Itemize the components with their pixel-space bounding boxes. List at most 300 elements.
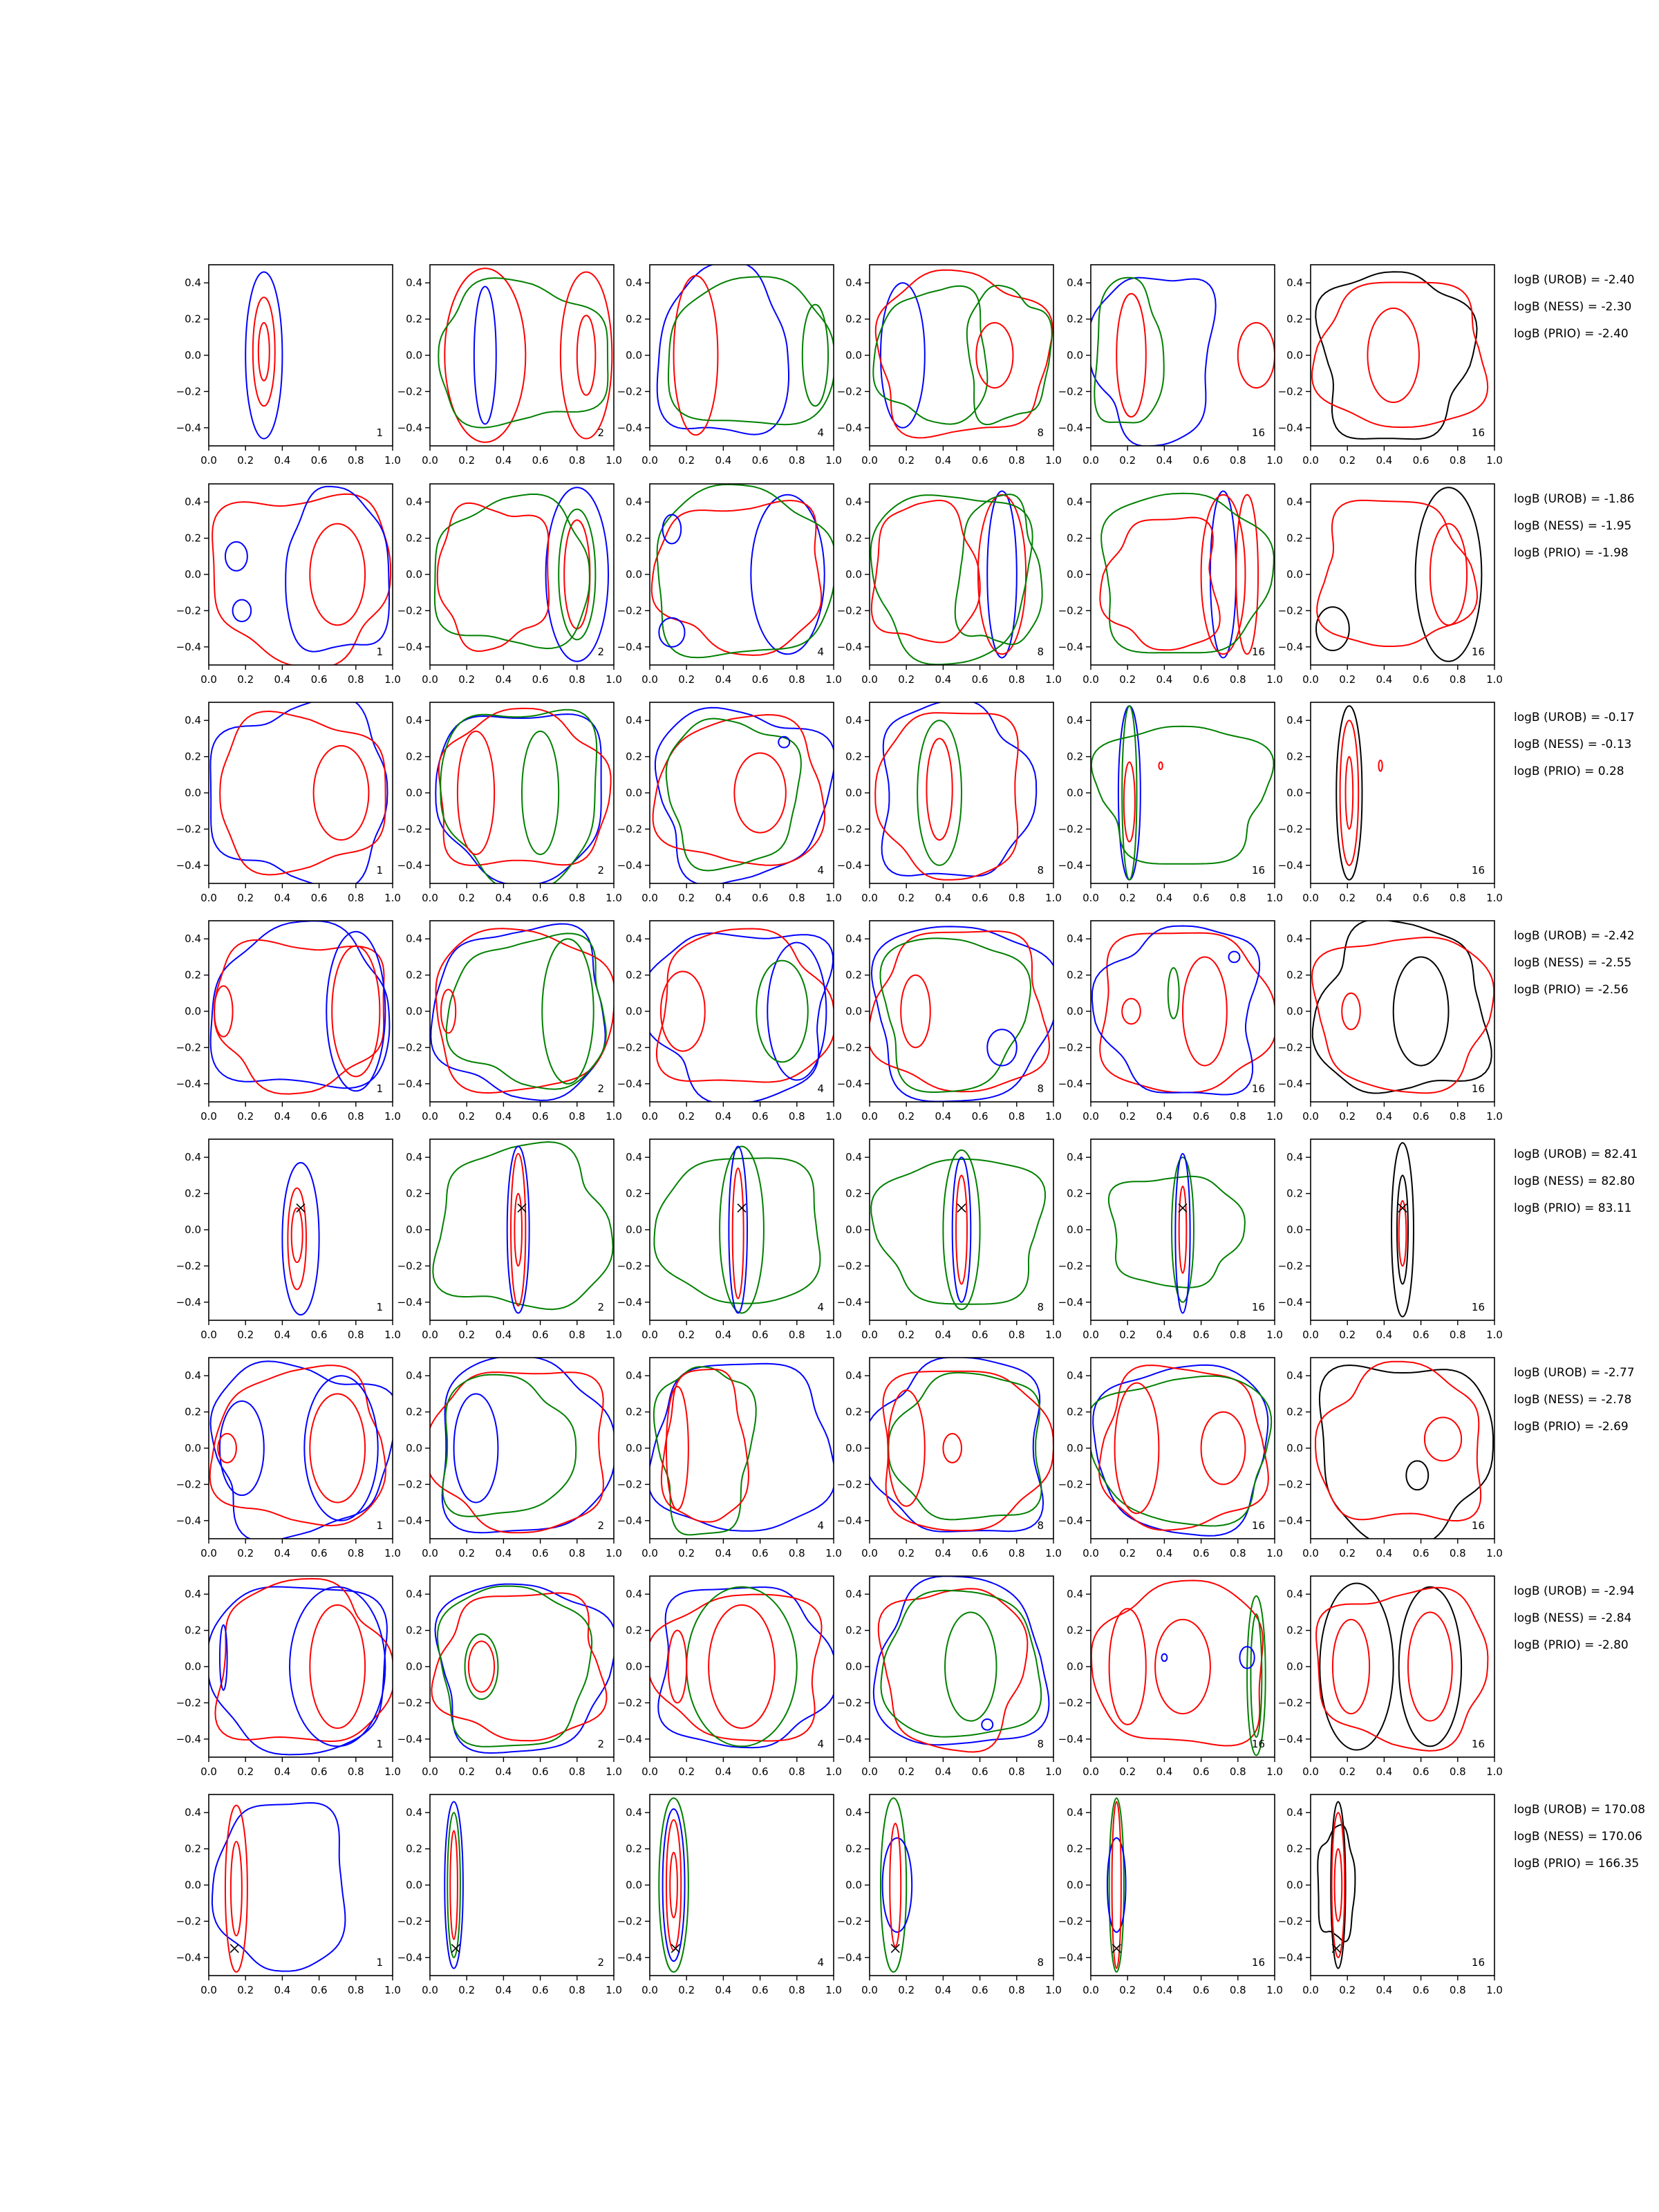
- y-tick-label: −0.4: [1058, 1077, 1083, 1090]
- y-tick-label: −0.2: [1058, 1478, 1083, 1491]
- contour-line: [1378, 760, 1382, 771]
- x-tick-label: 0.4: [715, 892, 732, 904]
- panel: [837, 1139, 1062, 1341]
- contour-group: [210, 1361, 398, 1541]
- y-tick-label: −0.4: [1058, 1295, 1083, 1309]
- panel: [397, 702, 622, 904]
- x-tick-label: 0.0: [1302, 1547, 1319, 1559]
- y-tick-label: 0.4: [845, 1806, 862, 1819]
- y-tick-label: −0.2: [617, 1915, 642, 1928]
- x-tick-label: 0.4: [274, 1984, 291, 1996]
- panel: [617, 1139, 842, 1341]
- y-tick-label: −0.4: [836, 421, 862, 434]
- panel: [1278, 484, 1503, 686]
- y-tick-label: −0.2: [397, 1696, 422, 1709]
- contour-group: [871, 1150, 1045, 1310]
- contour-line: [653, 715, 825, 865]
- contour-line: [1099, 1365, 1268, 1530]
- x-tick-label: 1.0: [606, 1547, 622, 1559]
- y-tick-label: −0.4: [397, 640, 422, 653]
- y-tick-label: 0.4: [406, 714, 422, 727]
- x-tick-label: 0.4: [1156, 1329, 1173, 1341]
- y-tick-label: 0.2: [1286, 750, 1303, 763]
- x-tick-label: 0.0: [1082, 1110, 1099, 1123]
- x-tick-label: 0.8: [347, 1765, 364, 1778]
- y-tick-label: 0.4: [845, 276, 862, 290]
- y-tick-label: 0.0: [406, 568, 422, 581]
- contour-line: [546, 487, 608, 662]
- x-tick-label: 0.0: [861, 673, 878, 686]
- contour-line: [1408, 1612, 1452, 1721]
- contour-line: [231, 1841, 242, 1936]
- y-tick-label: −0.4: [836, 1295, 862, 1309]
- x-marker-icon: [891, 1944, 899, 1953]
- contour-line: [458, 731, 494, 854]
- x-tick-label: 1.0: [1045, 892, 1062, 904]
- x-tick-label: 0.0: [1302, 454, 1319, 467]
- axes-frame: [1311, 265, 1494, 446]
- y-tick-label: 0.0: [1286, 1442, 1303, 1454]
- x-tick-label: 1.0: [1486, 1765, 1503, 1778]
- contour-line: [662, 1369, 749, 1522]
- x-tick-label: 1.0: [825, 1984, 842, 1996]
- panel-label: 4: [817, 1956, 824, 1969]
- panel-label: 16: [1471, 1738, 1485, 1750]
- contour-group: [444, 1801, 463, 1968]
- y-tick-label: 0.2: [185, 750, 201, 763]
- y-tick-label: −0.2: [1058, 604, 1083, 617]
- x-tick-label: 0.0: [641, 1547, 658, 1559]
- y-tick-label: 0.2: [626, 1842, 642, 1855]
- x-tick-label: 0.8: [788, 1984, 805, 1996]
- y-tick-label: −0.2: [1058, 1915, 1083, 1928]
- x-tick-label: 0.8: [1008, 1984, 1025, 1996]
- x-tick-label: 0.6: [971, 892, 988, 904]
- panel: [617, 1794, 842, 1996]
- contour-line: [218, 1434, 236, 1463]
- contour-line: [670, 1853, 677, 1918]
- x-tick-label: 0.8: [347, 892, 364, 904]
- panel: [397, 265, 622, 467]
- x-tick-label: 0.6: [751, 673, 769, 686]
- x-tick-label: 0.4: [935, 1547, 952, 1559]
- panel-label: 16: [1251, 1519, 1265, 1532]
- x-tick-label: 1.0: [1486, 892, 1503, 904]
- x-tick-label: 1.0: [1486, 1110, 1503, 1123]
- x-tick-label: 0.8: [568, 1984, 585, 1996]
- contour-line: [212, 494, 391, 668]
- logb-annotation: logB (UROB) = -0.17: [1514, 711, 1635, 724]
- contour-line: [465, 1634, 498, 1699]
- x-tick-label: 0.8: [1449, 673, 1466, 686]
- x-tick-label: 0.6: [1192, 1984, 1210, 1996]
- contour-line: [901, 975, 930, 1048]
- x-tick-label: 0.6: [310, 1329, 328, 1341]
- x-tick-label: 0.8: [1008, 1765, 1025, 1778]
- panel-label: 16: [1251, 1301, 1265, 1313]
- x-tick-label: 0.8: [788, 1765, 805, 1778]
- x-tick-label: 0.8: [788, 1110, 805, 1123]
- x-tick-label: 1.0: [1486, 1547, 1503, 1559]
- contour-group: [1107, 1798, 1126, 1972]
- panel: [837, 1794, 1062, 1996]
- y-tick-label: 0.4: [185, 276, 201, 290]
- x-tick-label: 0.4: [935, 1329, 952, 1341]
- contour-line: [883, 1838, 912, 1932]
- panel: [397, 484, 622, 686]
- panel: [1058, 484, 1283, 686]
- x-tick-label: 0.6: [310, 892, 328, 904]
- panel-label: 2: [597, 1956, 604, 1969]
- y-tick-label: −0.4: [1058, 859, 1083, 872]
- y-tick-label: −0.2: [397, 1478, 422, 1491]
- x-tick-label: 1.0: [384, 1765, 401, 1778]
- panel-label: 16: [1251, 1956, 1265, 1969]
- contour-line: [435, 494, 590, 648]
- contour-group: [212, 1803, 346, 1972]
- contour-line: [304, 1376, 377, 1521]
- contour-line: [1161, 1654, 1167, 1661]
- y-tick-label: −0.4: [836, 1077, 862, 1090]
- x-tick-label: 0.2: [678, 673, 695, 686]
- y-tick-label: 0.4: [185, 1151, 201, 1164]
- y-tick-label: −0.2: [397, 604, 422, 617]
- x-tick-label: 1.0: [1266, 1329, 1283, 1341]
- axes-frame: [650, 1576, 834, 1757]
- y-tick-label: 0.4: [185, 1369, 201, 1382]
- x-tick-label: 0.2: [898, 673, 915, 686]
- panel-label: 2: [597, 1519, 604, 1532]
- x-tick-label: 1.0: [384, 1329, 401, 1341]
- x-tick-label: 0.8: [1229, 454, 1246, 467]
- y-tick-label: 0.0: [626, 1224, 642, 1236]
- y-tick-label: −0.2: [176, 1041, 201, 1054]
- x-tick-label: 0.8: [1008, 673, 1025, 686]
- contour-line: [1089, 278, 1216, 447]
- contour-line: [733, 1168, 744, 1299]
- y-tick-label: −0.4: [1058, 1732, 1083, 1745]
- contour-line: [881, 938, 1031, 1092]
- x-tick-label: 0.0: [1082, 1547, 1099, 1559]
- logb-annotation: logB (UROB) = 82.41: [1514, 1147, 1638, 1161]
- contour-line: [1107, 1838, 1126, 1932]
- axes-frame: [870, 1794, 1053, 1976]
- panel: [1058, 921, 1283, 1123]
- contour-line: [648, 1595, 822, 1741]
- y-tick-label: −0.2: [397, 1041, 422, 1054]
- contour-group: [426, 1356, 615, 1533]
- x-tick-label: 0.0: [422, 1765, 438, 1778]
- y-tick-label: −0.4: [836, 1514, 862, 1527]
- x-tick-label: 0.2: [678, 892, 695, 904]
- x-tick-label: 0.0: [200, 454, 217, 467]
- x-tick-label: 1.0: [606, 1765, 622, 1778]
- contour-line: [233, 600, 252, 621]
- x-tick-label: 0.4: [935, 1984, 952, 1996]
- x-tick-label: 0.8: [788, 673, 805, 686]
- y-tick-label: −0.4: [1058, 421, 1083, 434]
- x-tick-label: 0.4: [1376, 673, 1393, 686]
- contour-line: [978, 495, 1026, 655]
- y-tick-label: −0.2: [836, 1259, 862, 1273]
- x-marker-icon: [671, 1944, 679, 1953]
- x-tick-label: 0.0: [422, 1984, 438, 1996]
- x-tick-label: 0.8: [788, 454, 805, 467]
- logb-annotation: logB (PRIO) = 0.28: [1514, 765, 1624, 778]
- panel: [1278, 702, 1503, 904]
- contour-line: [1100, 933, 1276, 1093]
- y-tick-label: −0.2: [1277, 1259, 1303, 1273]
- panel: [617, 262, 842, 467]
- panel-label: 16: [1471, 646, 1485, 658]
- contour-line: [666, 719, 801, 871]
- axes-frame: [209, 702, 393, 883]
- axes-frame: [650, 484, 834, 665]
- x-tick-label: 0.4: [1376, 454, 1393, 467]
- panel: [176, 1139, 401, 1341]
- panel: [1058, 1576, 1283, 1778]
- y-tick-label: 0.0: [1067, 1005, 1083, 1018]
- panel-label: 8: [1037, 1301, 1044, 1313]
- y-tick-label: −0.2: [1058, 385, 1083, 398]
- y-tick-label: −0.4: [1277, 1077, 1303, 1090]
- x-tick-label: 0.6: [1412, 1110, 1430, 1123]
- contour-line: [436, 928, 615, 1093]
- y-tick-label: 0.0: [626, 787, 642, 799]
- panel: [397, 1794, 622, 1996]
- y-tick-label: −0.4: [617, 1295, 642, 1309]
- y-tick-label: 0.0: [626, 349, 642, 362]
- panel: [397, 1139, 622, 1341]
- y-tick-label: 0.0: [406, 1224, 422, 1236]
- y-tick-label: 0.0: [626, 1442, 642, 1454]
- x-tick-label: 0.2: [1119, 1984, 1136, 1996]
- y-tick-label: −0.2: [836, 1915, 862, 1928]
- axes-frame: [1311, 1358, 1494, 1539]
- x-tick-label: 1.0: [1266, 1110, 1283, 1123]
- x-tick-label: 0.0: [422, 1547, 438, 1559]
- y-tick-label: −0.2: [1058, 1041, 1083, 1054]
- x-tick-label: 0.2: [1119, 1765, 1136, 1778]
- x-tick-label: 0.2: [678, 1547, 695, 1559]
- x-tick-label: 0.4: [274, 1110, 291, 1123]
- contour-line: [945, 1612, 996, 1721]
- panel-label: 4: [817, 646, 824, 658]
- x-tick-label: 0.8: [1008, 892, 1025, 904]
- panel: [837, 1358, 1062, 1560]
- y-tick-label: −0.4: [617, 1077, 642, 1090]
- y-tick-label: 0.4: [626, 1806, 642, 1819]
- x-tick-label: 0.0: [641, 1984, 658, 1996]
- contour-line: [1183, 957, 1227, 1065]
- x-tick-label: 1.0: [1045, 673, 1062, 686]
- panel-label: 4: [817, 1519, 824, 1532]
- x-tick-label: 0.6: [1412, 454, 1430, 467]
- y-tick-label: −0.2: [1058, 1696, 1083, 1709]
- x-tick-label: 0.0: [1302, 673, 1319, 686]
- x-tick-label: 0.8: [568, 454, 585, 467]
- x-tick-label: 1.0: [606, 1110, 622, 1123]
- contour-line: [259, 323, 270, 381]
- y-tick-label: 0.2: [185, 1187, 201, 1200]
- contour-group: [641, 929, 835, 1104]
- contour-line: [734, 753, 785, 832]
- axes-frame: [209, 1139, 393, 1320]
- x-tick-label: 0.2: [1339, 454, 1356, 467]
- x-tick-label: 1.0: [1486, 673, 1503, 686]
- x-tick-label: 0.6: [1192, 1765, 1210, 1778]
- x-tick-label: 0.0: [200, 1110, 217, 1123]
- panel: [176, 1358, 401, 1559]
- y-tick-label: 0.0: [1286, 349, 1303, 362]
- logb-annotation: logB (UROB) = -2.77: [1514, 1366, 1635, 1380]
- x-tick-label: 0.8: [347, 454, 364, 467]
- y-tick-label: 0.2: [406, 750, 422, 763]
- panel-label: 1: [376, 1082, 383, 1095]
- x-tick-label: 1.0: [384, 892, 401, 904]
- contour-group: [1316, 1583, 1488, 1750]
- contour-group: [1391, 1143, 1414, 1317]
- panel: [837, 1576, 1062, 1778]
- contour-line: [426, 1372, 603, 1533]
- contour-group: [652, 485, 836, 657]
- y-tick-label: 0.2: [1286, 1405, 1303, 1418]
- y-tick-label: 0.2: [845, 1624, 862, 1637]
- x-tick-label: 1.0: [1045, 1765, 1062, 1778]
- x-tick-label: 0.8: [568, 892, 585, 904]
- contour-line: [1210, 491, 1236, 657]
- panel-label: 8: [1037, 1082, 1044, 1095]
- panel-label: 4: [817, 864, 824, 877]
- panel: [837, 484, 1062, 686]
- y-tick-label: 0.0: [1067, 1879, 1083, 1891]
- y-tick-label: −0.2: [397, 385, 422, 398]
- panel: [617, 1576, 842, 1778]
- x-tick-label: 0.0: [200, 1984, 217, 1996]
- x-tick-label: 0.0: [1082, 1329, 1099, 1341]
- y-tick-label: −0.4: [617, 1732, 642, 1745]
- panel: [1058, 702, 1283, 904]
- y-tick-label: −0.2: [617, 1696, 642, 1709]
- contour-line: [220, 711, 386, 875]
- y-tick-label: 0.2: [406, 532, 422, 545]
- contour-group: [1091, 1580, 1266, 1755]
- x-tick-label: 0.2: [898, 892, 915, 904]
- x-tick-label: 0.4: [715, 673, 732, 686]
- y-tick-label: 0.4: [626, 714, 642, 727]
- y-tick-label: 0.0: [406, 787, 422, 799]
- x-tick-label: 1.0: [825, 1547, 842, 1559]
- y-tick-label: −0.2: [617, 1259, 642, 1273]
- y-tick-label: 0.4: [1067, 496, 1083, 509]
- x-tick-label: 0.4: [1376, 1765, 1393, 1778]
- y-tick-label: 0.4: [1286, 932, 1303, 946]
- y-tick-label: −0.4: [397, 1514, 422, 1527]
- y-tick-label: 0.4: [626, 496, 642, 509]
- x-tick-label: 0.8: [1449, 1984, 1466, 1996]
- contour-group: [1312, 919, 1494, 1093]
- y-tick-label: 0.0: [845, 349, 862, 362]
- x-tick-label: 0.4: [495, 892, 512, 904]
- y-tick-label: 0.4: [185, 1588, 201, 1601]
- x-tick-label: 0.4: [274, 673, 291, 686]
- panel: [837, 265, 1062, 467]
- y-tick-label: 0.2: [185, 1624, 201, 1637]
- y-tick-label: −0.2: [397, 823, 422, 836]
- contour-line: [666, 1387, 688, 1510]
- x-tick-label: 0.2: [1339, 1765, 1356, 1778]
- panel: [617, 702, 842, 904]
- contour-line: [917, 720, 962, 865]
- y-tick-label: 0.4: [626, 276, 642, 290]
- axes-frame: [870, 1576, 1053, 1757]
- contour-line: [1425, 1417, 1461, 1461]
- contour-line: [751, 495, 824, 655]
- contour-line: [285, 487, 389, 652]
- y-tick-label: 0.2: [1286, 1842, 1303, 1855]
- x-tick-label: 0.2: [1119, 1547, 1136, 1559]
- y-tick-label: 0.4: [1286, 276, 1303, 290]
- axes-frame: [1311, 702, 1494, 883]
- x-tick-label: 1.0: [1486, 454, 1503, 467]
- x-tick-label: 0.2: [458, 673, 476, 686]
- panel-label: 4: [817, 1082, 824, 1095]
- contour-line: [292, 1208, 303, 1263]
- y-tick-label: −0.4: [176, 1732, 201, 1745]
- y-tick-label: 0.4: [1067, 1369, 1083, 1382]
- y-tick-label: 0.2: [845, 312, 862, 326]
- x-tick-label: 0.4: [935, 1110, 952, 1123]
- y-tick-label: 0.2: [406, 968, 422, 982]
- x-tick-label: 1.0: [825, 454, 842, 467]
- x-tick-label: 0.2: [237, 1110, 254, 1123]
- y-tick-label: 0.0: [1067, 787, 1083, 799]
- panel-label: 16: [1471, 427, 1485, 439]
- contour-line: [881, 1591, 1042, 1737]
- x-tick-label: 0.4: [274, 892, 291, 904]
- contour-line: [956, 1175, 967, 1284]
- x-tick-label: 0.2: [1339, 1329, 1356, 1341]
- x-tick-label: 0.4: [1156, 673, 1173, 686]
- y-tick-label: −0.2: [176, 1259, 201, 1273]
- x-tick-label: 0.2: [458, 1110, 476, 1123]
- contour-line: [1342, 993, 1360, 1029]
- contour-line: [987, 1029, 1017, 1065]
- y-tick-label: −0.2: [617, 604, 642, 617]
- x-tick-label: 0.6: [971, 1110, 988, 1123]
- axes-frame: [1091, 484, 1275, 665]
- x-tick-label: 0.0: [200, 1547, 217, 1559]
- axes-frame: [1311, 1139, 1494, 1320]
- y-tick-label: 0.0: [185, 1879, 201, 1891]
- contour-line: [1316, 607, 1349, 650]
- logb-annotation: logB (UROB) = -2.42: [1514, 929, 1635, 943]
- x-tick-label: 0.0: [1302, 892, 1319, 904]
- x-tick-label: 0.6: [1412, 1984, 1430, 1996]
- y-tick-label: 0.0: [626, 1879, 642, 1891]
- y-tick-label: 0.0: [1286, 1005, 1303, 1018]
- y-tick-label: 0.0: [845, 1879, 862, 1891]
- contour-group: [875, 700, 1036, 880]
- y-tick-label: 0.2: [406, 1624, 422, 1637]
- x-tick-label: 0.4: [495, 1547, 512, 1559]
- contour-line: [976, 323, 1013, 388]
- y-tick-label: 0.2: [185, 1842, 201, 1855]
- contour-group: [1109, 1154, 1245, 1313]
- x-tick-label: 0.4: [495, 454, 512, 467]
- y-tick-label: −0.4: [617, 1514, 642, 1527]
- y-tick-label: −0.2: [617, 1478, 642, 1491]
